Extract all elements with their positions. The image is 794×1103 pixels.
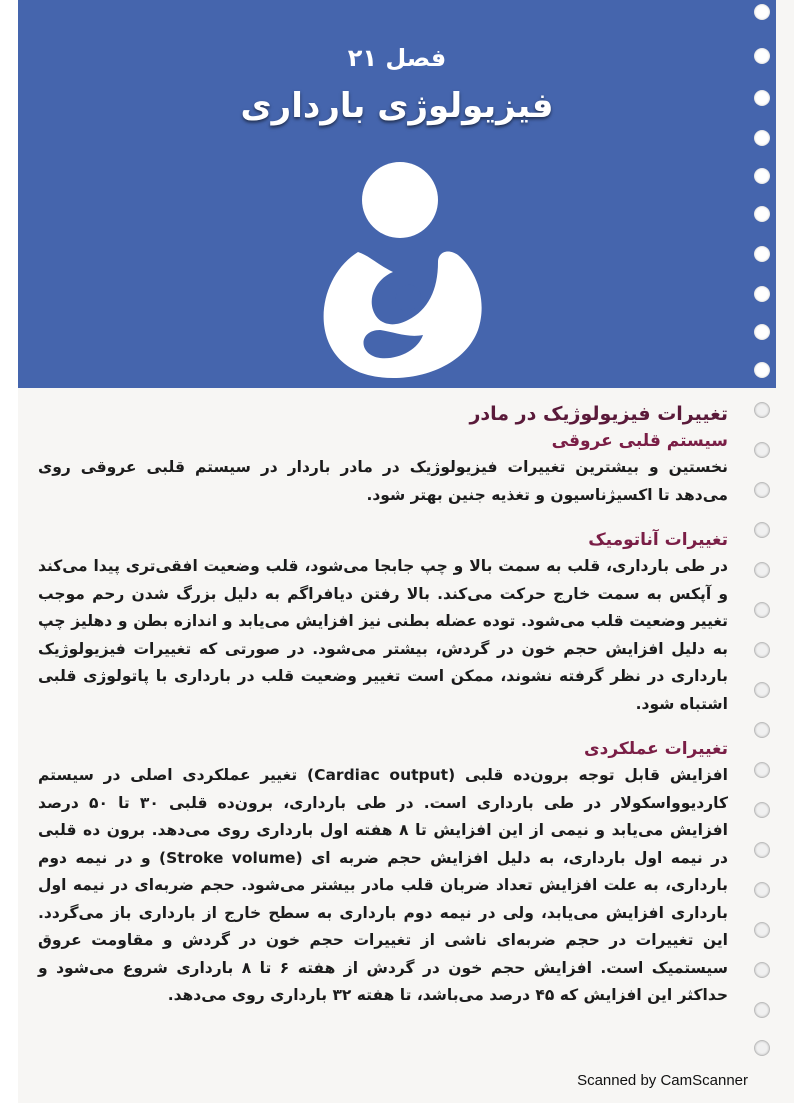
functional-paragraph: افزایش قابل توجه برون‌ده قلبی (Cardiac output) تغییر عملکردی اصلی در سیستم کاردیوواسکولار در طی بارداری است. در طی بارداری، برون‌ده قلبی ۳۰ تا ۵۰ درصد افزایش می‌یابد و نیمی از این افزایش تا ۸ هفته اول بارداری روی می‌دهد. برون ده قلبی در نیمه اول بارداری، به دلیل افزایش حجم ضربه ای (Stroke volume) و در نیمه دوم بارداری، به علت افزایش تعداد ضربان قلب مادر بیشتر می‌شود. حجم ضربه‌ای در نیمه اول بارداری افزایش می‌یابد، ولی در نیمه دوم بارداری به سطح خارج از بارداری باز می‌گردد. این تغییرات در حجم ضربه‌ای ناشی از تغییرات حجم خون در گردش و مقاومت عروق سیستمیک است. افزایش حجم خون در گردش از هفته ۶ تا ۸ بارداری شروع می‌شود و حداکثر این افزایش که ۴۵ درصد می‌باشد، تا هفته ۳۲ بارداری روی می‌دهد. [38, 766, 728, 1004]
cardio-heading: سیستم قلبی عروقی [551, 431, 728, 451]
intro-paragraph: نخستین و بیشترین تغییرات فیزیولوژیک در مادر باردار در سیستم قلبی عروقی روی می‌دهد تا اکسیژناسیون و تغذیه جنین بهتر شود. [38, 458, 728, 504]
breastfeeding-mother-icon [298, 160, 498, 380]
chapter-header [18, 0, 776, 388]
binder-hole-icon [754, 402, 770, 418]
binder-hole-icon [754, 130, 770, 146]
anatomic-paragraph: در طی بارداری، قلب به سمت بالا و چپ جابجا می‌شود، قلب وضعیت افقی‌تری پیدا می‌کند و آپکس به سمت خارج حرکت می‌کند. بالا رفتن دیافراگم به دلیل بزرگ شدن رحم موجب تغییر وضعیت قلب می‌شود. توده عضله بطنی نیز افزایش می‌یابد و اندازه بطن و دهلیز چپ به دلیل افزایش حجم خون در گردش، بیشتر می‌شود. در صورتی که تغییرات فیزیولوژیک بارداری در نظر گرفته نشوند، ممکن است تغییر وضعیت قلب در بارداری با پاتولوژی قلبی اشتباه شود. [38, 557, 728, 713]
binder-hole-icon [754, 48, 770, 64]
binder-hole-icon [754, 362, 770, 378]
chapter-title: فیزیولوژی بارداری [240, 86, 554, 126]
binder-hole-icon [754, 1002, 770, 1018]
binder-hole-icon [754, 802, 770, 818]
main-heading: تغییرات فیزیولوژیک در مادر [469, 403, 728, 425]
binder-hole-icon [754, 4, 770, 20]
binder-hole-icon [754, 602, 770, 618]
binder-hole-icon [754, 482, 770, 498]
chapter-content [38, 400, 728, 1010]
chapter-number: فصل ۲۱ [347, 44, 447, 72]
binder-hole-icon [754, 842, 770, 858]
binder-hole-icon [754, 442, 770, 458]
functional-heading: تغییرات عملکردی [584, 739, 728, 759]
binder-hole-icon [754, 522, 770, 538]
binder-hole-icon [754, 562, 770, 578]
binder-hole-icon [754, 324, 770, 340]
binder-hole-icon [754, 922, 770, 938]
binder-hole-icon [754, 246, 770, 262]
binder-hole-icon [754, 682, 770, 698]
binder-hole-icon [754, 762, 770, 778]
binder-hole-icon [754, 882, 770, 898]
scanner-watermark: Scanned by CamScanner [577, 1072, 748, 1089]
binder-hole-icon [754, 722, 770, 738]
binder-hole-icon [754, 962, 770, 978]
binder-hole-icon [754, 642, 770, 658]
anatomic-heading: تغییرات آناتومیک [588, 530, 728, 550]
page-edge [0, 0, 18, 1103]
binder-hole-icon [754, 286, 770, 302]
binder-hole-icon [754, 206, 770, 222]
binder-hole-icon [754, 168, 770, 184]
binder-hole-icon [754, 1040, 770, 1056]
binder-hole-icon [754, 90, 770, 106]
